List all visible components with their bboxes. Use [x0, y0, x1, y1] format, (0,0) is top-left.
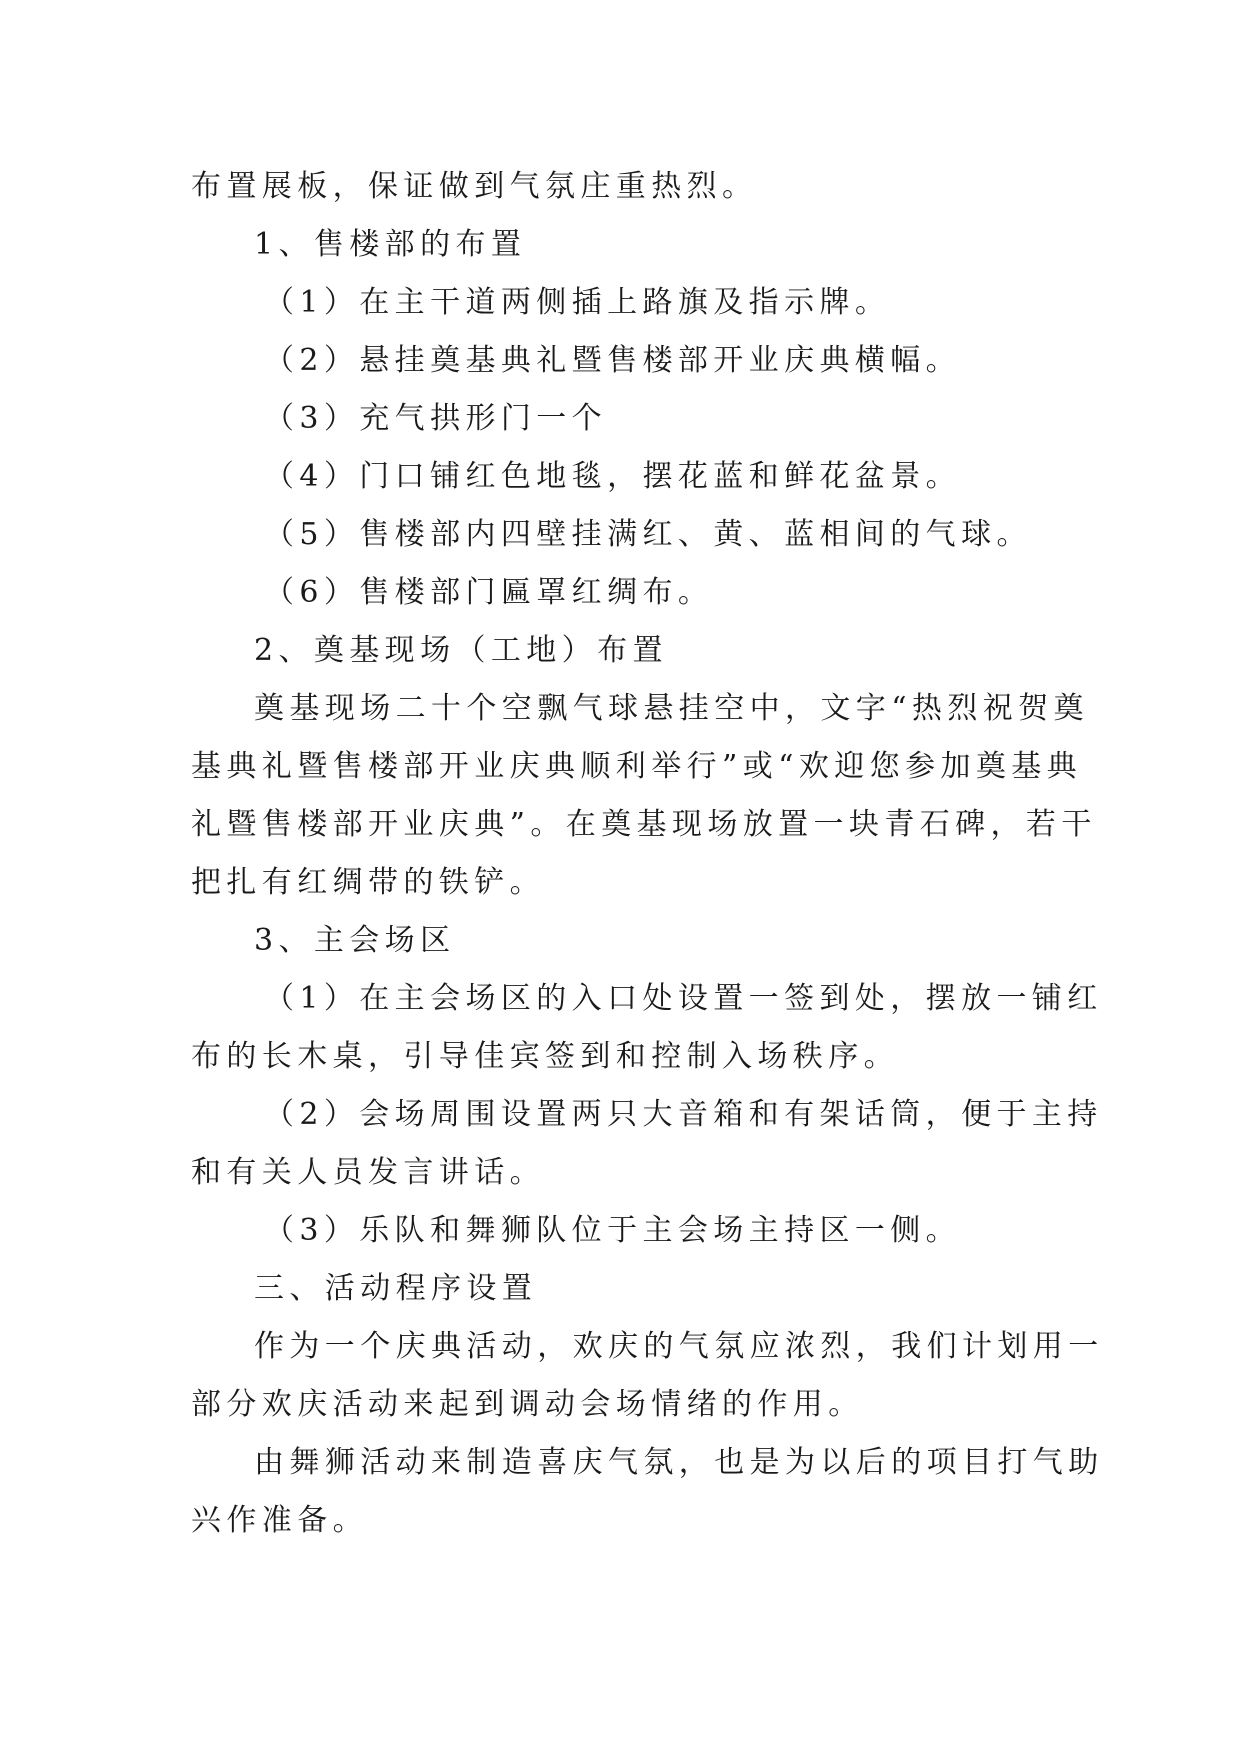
text-line-para-site-1: 奠基现场二十个空飘气球悬挂空中，文字“热烈祝贺奠: [254, 691, 1089, 726]
text-line-item-3-1a: （1）在主会场区的入口处设置一签到处，摆放一铺红: [264, 981, 1103, 1016]
text-line-item-3-3: （3）乐队和舞狮队位于主会场主持区一侧。: [264, 1213, 962, 1248]
text-line-item-3-2a: （2）会场周围设置两只大音箱和有架话筒，便于主持: [264, 1097, 1103, 1132]
text-line-item-1-6: （6）售楼部门匾罩红绸布。: [264, 575, 714, 610]
text-line-para-prog-2b: 兴作准备。: [191, 1503, 368, 1538]
text-line-heading-main-venue: 3、主会场区: [254, 923, 456, 958]
text-line-heading-site: 2、奠基现场（工地）布置: [254, 633, 668, 668]
text-line-item-1-3: （3）充气拱形门一个: [264, 401, 608, 436]
text-line-item-3-1b: 布的长木桌，引导佳宾签到和控制入场秩序。: [191, 1039, 899, 1074]
document-body: [191, 158, 1104, 1550]
text-line-item-1-2: （2）悬挂奠基典礼暨售楼部开业庆典横幅。: [264, 343, 962, 378]
text-line-heading-program: 三、活动程序设置: [254, 1271, 538, 1306]
text-line-heading-sales-office: 1、售楼部的布置: [254, 227, 527, 262]
text-line-item-1-4: （4）门口铺红色地毯，摆花蓝和鲜花盆景。: [264, 459, 962, 494]
text-line-para-site-3: 礼暨售楼部开业庆典”。在奠基现场放置一块青石碑，若干: [191, 807, 1097, 842]
text-line-para-prog-1b: 部分欢庆活动来起到调动会场情绪的作用。: [191, 1387, 864, 1422]
text-line-item-3-2b: 和有关人员发言讲话。: [191, 1155, 545, 1190]
text-line-para-site-2: 基典礼暨售楼部开业庆典顺利举行”或“欢迎您参加奠基典: [191, 749, 1083, 784]
text-line-para-prog-1a: 作为一个庆典活动，欢庆的气氛应浓烈，我们计划用一: [254, 1329, 1104, 1364]
text-line-cont-1: 布置展板，保证做到气氛庄重热烈。: [191, 169, 758, 204]
text-line-item-1-5: （5）售楼部内四壁挂满红、黄、蓝相间的气球。: [264, 517, 1032, 552]
text-line-para-site-4: 把扎有红绸带的铁铲。: [191, 865, 545, 900]
text-line-item-1-1: （1）在主干道两侧插上路旗及指示牌。: [264, 285, 891, 320]
text-line-para-prog-2a: 由舞狮活动来制造喜庆气氛，也是为以后的项目打气助: [254, 1445, 1104, 1480]
